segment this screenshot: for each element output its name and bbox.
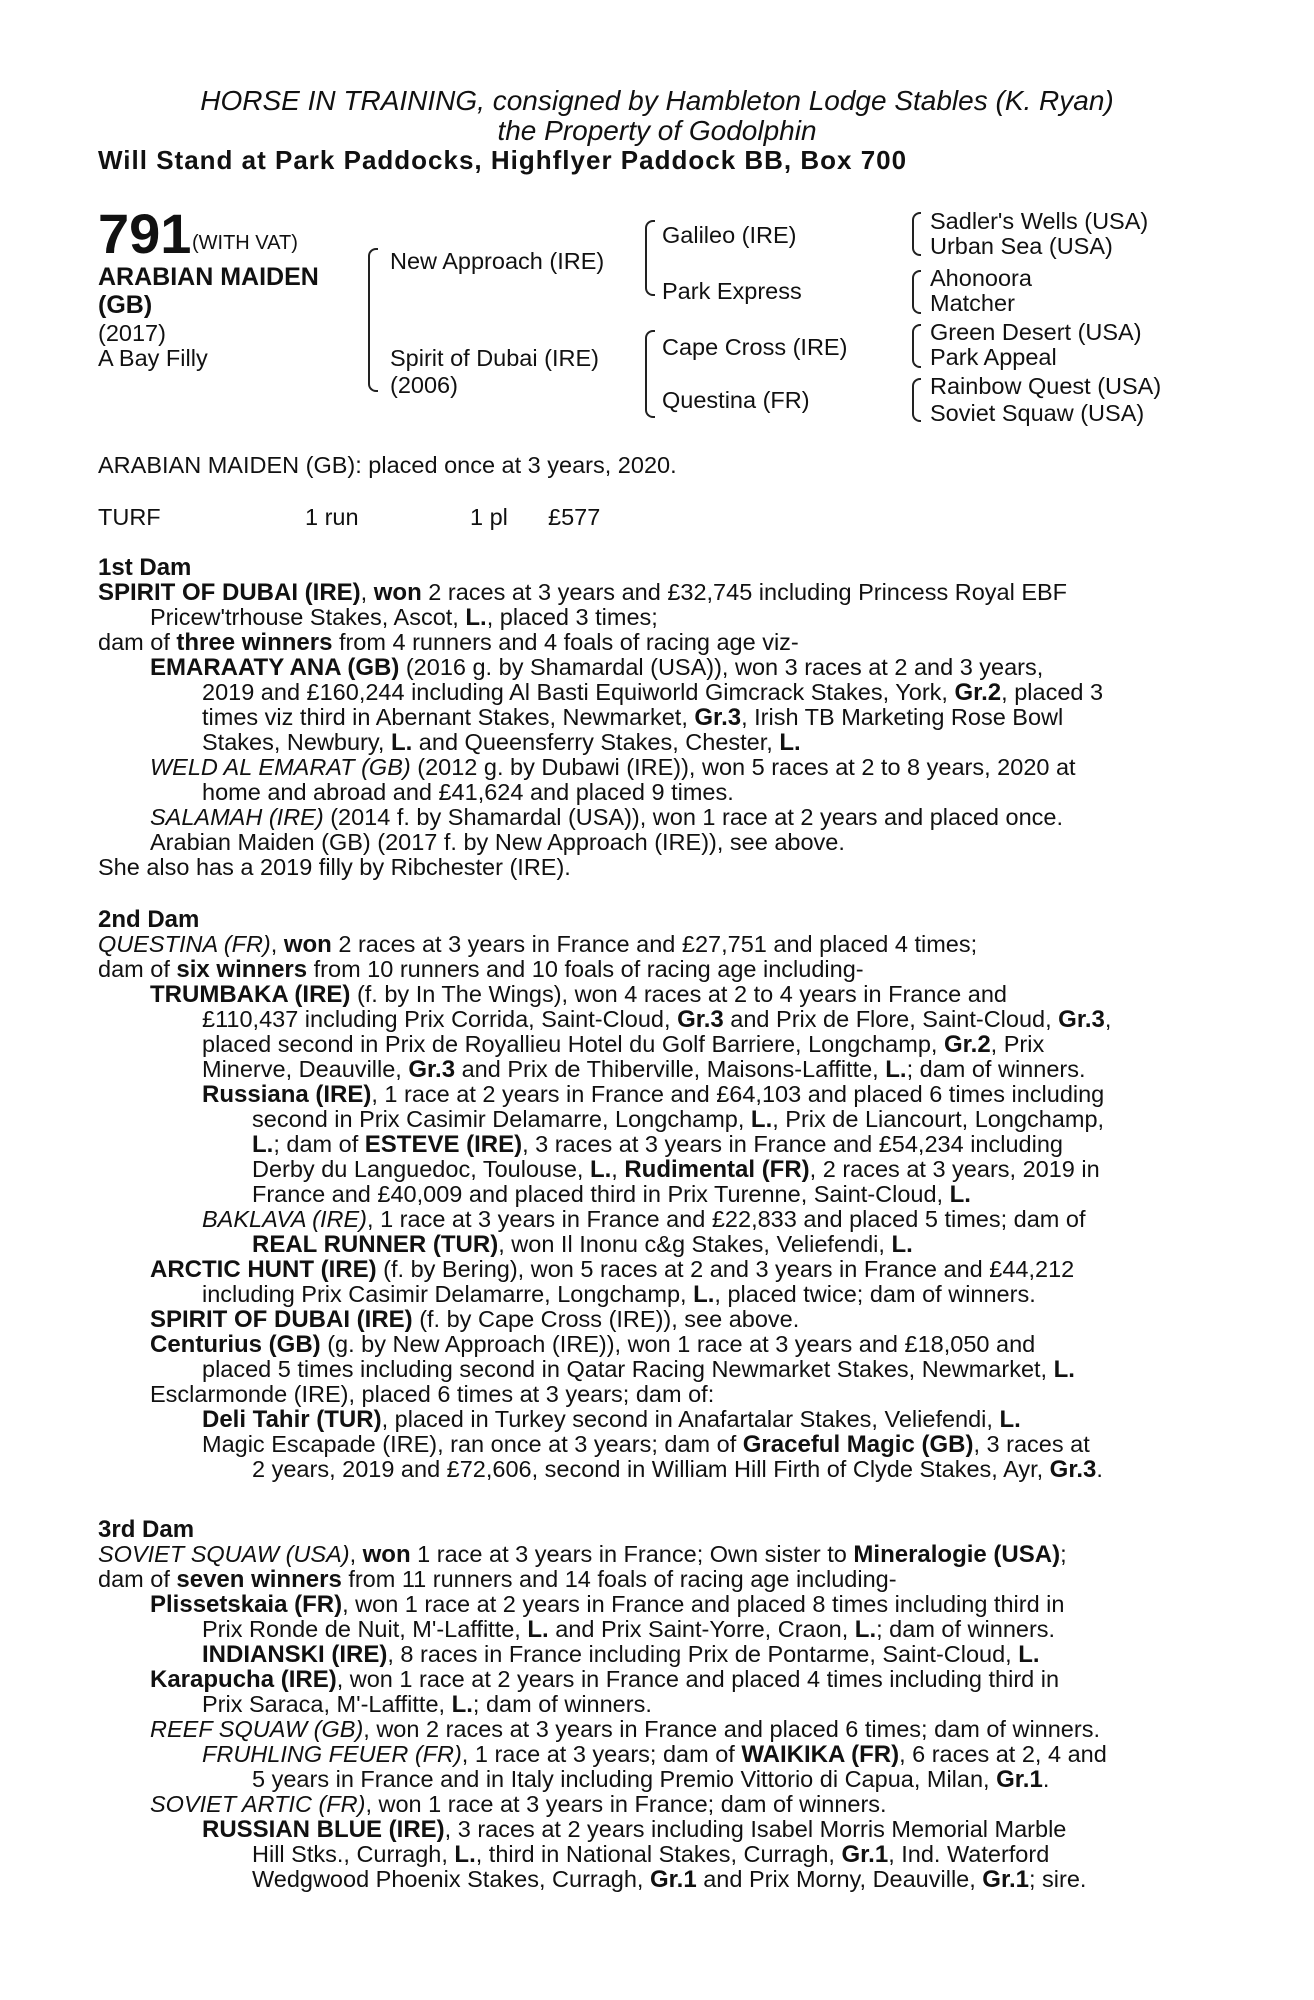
pedigree-great-6: Park Appeal [930,344,1057,370]
progeny-line: Derby du Languedoc, Toulouse, L., Rudimental (FR), 2 races at 3 years, 2019 in [252,1156,1100,1183]
progeny-line: placed 5 times including second in Qatar Racing Newmarket Stakes, Newmarket, L. [202,1356,1075,1383]
record-surface: TURF [98,504,161,530]
record-placed: 1 pl [470,504,508,530]
pedigree-brace-g2 [912,270,921,314]
progeny-line: REEF SQUAW (GB), won 2 races at 3 years in France and placed 6 times; dam of winners. [150,1716,1100,1742]
pedigree-brace-g1 [912,212,921,256]
third-dam-line: dam of seven winners from 11 runners and 14 foals of racing age including- [98,1566,897,1593]
consignor-line: HORSE IN TRAINING, consigned by Hambleton Lodge Stables (K. Ryan) [200,85,1114,116]
progeny-line: ARCTIC HUNT (IRE) (f. by Bering), won 5 races at 2 and 3 years in France and £44,212 [150,1256,1075,1283]
record-runs: 1 run [305,504,359,530]
second-dam-section [98,907,1208,1482]
progeny-line: Prix Ronde de Nuit, M'-Laffitte, L. and Prix Saint-Yorre, Craon, L.; dam of winners. [202,1616,1056,1643]
lot-number: 791 [98,202,192,265]
progeny-line: home and abroad and £41,624 and placed 9 times. [202,779,734,805]
progeny-line: 5 years in France and in Italy including Premio Vittorio di Capua, Milan, Gr.1. [252,1766,1050,1793]
pedigree-dam: Spirit of Dubai (IRE) [390,345,599,371]
progeny-line: Arabian Maiden (GB) (2017 f. by New Approach (IRE)), see above. [150,829,845,855]
horse-name-suffix: (GB) [98,291,153,319]
pedigree-great-5: Green Desert (USA) [930,319,1142,345]
progeny-line: Hill Stks., Curragh, L., third in National Stakes, Curragh, Gr.1, Ind. Waterford [252,1841,1050,1868]
record-earnings: £577 [548,504,601,530]
first-dam-section [98,555,1208,880]
progeny-line: including Prix Casimir Delamarre, Longchamp, L., placed twice; dam of winners. [202,1281,1036,1308]
first-dam-line: dam of three winners from 4 runners and 4 foals of racing age viz- [98,629,799,656]
progeny-line: Centurius (GB) (g. by New Approach (IRE)), won 1 race at 3 years and £18,050 and [150,1331,1036,1358]
first-dam-heading: 1st Dam [98,554,192,581]
horse-name: ARABIAN MAIDEN [98,263,319,291]
progeny-line: second in Prix Casimir Delamarre, Longchamp, L., Prix de Liancourt, Longchamp, [252,1106,1105,1133]
location-line: Will Stand at Park Paddocks, Highflyer Paddock BB, Box 700 [98,145,908,175]
second-dam-line: dam of six winners from 10 runners and 10 foals of racing age including- [98,956,864,983]
pedigree-sire-dam: Park Express [662,278,802,304]
progeny-line: Magic Escapade (IRE), ran once at 3 years; dam of Graceful Magic (GB), 3 races at [202,1431,1090,1458]
progeny-line: L.; dam of ESTEVE (IRE), 3 races at 3 years in France and £54,234 including [252,1131,1063,1158]
horse-description: A Bay Filly [98,345,208,371]
progeny-line: placed second in Prix de Royallieu Hotel du Golf Barriere, Longchamp, Gr.2, Prix [202,1031,1045,1058]
first-dam-line: Pricew'trhouse Stakes, Ascot, L., placed 3 times; [150,604,658,631]
pedigree-sire-sire: Galileo (IRE) [662,222,797,248]
third-dam-line: SOVIET SQUAW (USA), won 1 race at 3 years in France; Own sister to Mineralogie (USA); [98,1541,1067,1568]
progeny-line: SALAMAH (IRE) (2014 f. by Shamardal (USA)), won 1 race at 2 years and placed once. [150,804,1064,830]
progeny-line: INDIANSKI (IRE), 8 races in France including Prix de Pontarme, Saint-Cloud, L. [202,1641,1040,1668]
pedigree-brace-sire-line [645,220,655,296]
progeny-line: £110,437 including Prix Corrida, Saint-Cloud, Gr.3 and Prix de Flore, Saint-Cloud, Gr.3, [202,1006,1112,1033]
progeny-line: WELD AL EMARAT (GB) (2012 g. by Dubawi (IRE)), won 5 races at 2 to 8 years, 2020 at [150,754,1076,780]
progeny-line: Wedgwood Phoenix Stakes, Curragh, Gr.1 and Prix Morny, Deauville, Gr.1; sire. [252,1866,1087,1893]
progeny-line: RUSSIAN BLUE (IRE), 3 races at 2 years including Isabel Morris Memorial Marble [202,1816,1067,1843]
race-summary: ARABIAN MAIDEN (GB): placed once at 3 years, 2020. [98,452,677,478]
progeny-line: Karapucha (IRE), won 1 race at 2 years in France and placed 4 times including third in [150,1666,1060,1693]
pedigree-great-8: Soviet Squaw (USA) [930,400,1145,426]
progeny-line: Prix Saraca, M'-Laffitte, L.; dam of winners. [202,1691,652,1718]
third-dam-section [98,1517,1208,1892]
progeny-line: times viz third in Abernant Stakes, Newmarket, Gr.3, Irish TB Marketing Rose Bowl [202,704,1064,731]
progeny-line: REAL RUNNER (TUR), won Il Inonu c&g Stakes, Veliefendi, L. [252,1231,913,1258]
progeny-line: Stakes, Newbury, L. and Queensferry Stakes, Chester, L. [202,729,801,756]
progeny-line: BAKLAVA (IRE), 1 race at 3 years in France and £22,833 and placed 5 times; dam of [202,1206,1086,1232]
progeny-line: 2019 and £160,244 including Al Basti Equiworld Gimcrack Stakes, York, Gr.2, placed 3 [202,679,1104,706]
progeny-line: Russiana (IRE), 1 race at 2 years in France and £64,103 and placed 6 times including [202,1081,1105,1108]
progeny-line: EMARAATY ANA (GB) (2016 g. by Shamardal (USA)), won 3 races at 2 and 3 years, [150,654,1044,681]
pedigree-brace-sire-dam [368,248,378,392]
first-dam-line: SPIRIT OF DUBAI (IRE), won 2 races at 3 years and £32,745 including Princess Royal EBF [98,579,1068,606]
foaling-year: (2017) [98,320,166,346]
progeny-line: She also has a 2019 filly by Ribchester (IRE). [98,854,571,880]
pedigree-dam-sire: Cape Cross (IRE) [662,334,848,360]
pedigree-sire: New Approach (IRE) [390,248,605,274]
pedigree-dam-year: (2006) [390,372,458,398]
progeny-line: SOVIET ARTIC (FR), won 1 race at 3 years in France; dam of winners. [150,1791,887,1817]
pedigree-brace-dam-line [645,330,655,418]
progeny-line: TRUMBAKA (IRE) (f. by In The Wings), won 4 races at 2 to 4 years in France and [150,981,1007,1008]
pedigree-dam-dam: Questina (FR) [662,387,810,413]
progeny-line: Deli Tahir (TUR), placed in Turkey second in Anafartalar Stakes, Veliefendi, L. [202,1406,1021,1433]
owner-line: the Property of Godolphin [497,115,817,146]
pedigree-great-2: Urban Sea (USA) [930,233,1113,259]
vat-note: (WITH VAT) [192,232,298,254]
progeny-line: Plissetskaia (FR), won 1 race at 2 years in France and placed 8 times including third in [150,1591,1065,1618]
pedigree-brace-g4 [912,378,921,422]
progeny-line: France and £40,009 and placed third in Prix Turenne, Saint-Cloud, L. [252,1181,971,1208]
progeny-line: Esclarmonde (IRE), placed 6 times at 3 years; dam of: [150,1381,715,1407]
pedigree-great-3: Ahonoora [930,265,1032,291]
progeny-line: FRUHLING FEUER (FR), 1 race at 3 years; dam of WAIKIKA (FR), 6 races at 2, 4 and [202,1741,1107,1768]
progeny-line: 2 years, 2019 and £72,606, second in William Hill Firth of Clyde Stakes, Ayr, Gr.3. [252,1456,1103,1483]
pedigree-great-7: Rainbow Quest (USA) [930,373,1162,399]
pedigree-great-1: Sadler's Wells (USA) [930,208,1149,234]
progeny-line: SPIRIT OF DUBAI (IRE) (f. by Cape Cross (IRE)), see above. [150,1306,800,1333]
second-dam-line: QUESTINA (FR), won 2 races at 3 years in France and £27,751 and placed 4 times; [98,931,978,958]
third-dam-heading: 3rd Dam [98,1516,195,1543]
second-dam-heading: 2nd Dam [98,906,200,933]
pedigree-great-4: Matcher [930,290,1015,316]
progeny-line: Minerve, Deauville, Gr.3 and Prix de Thiberville, Maisons-Laffitte, L.; dam of winners. [202,1056,1086,1083]
pedigree-brace-g3 [912,324,921,368]
